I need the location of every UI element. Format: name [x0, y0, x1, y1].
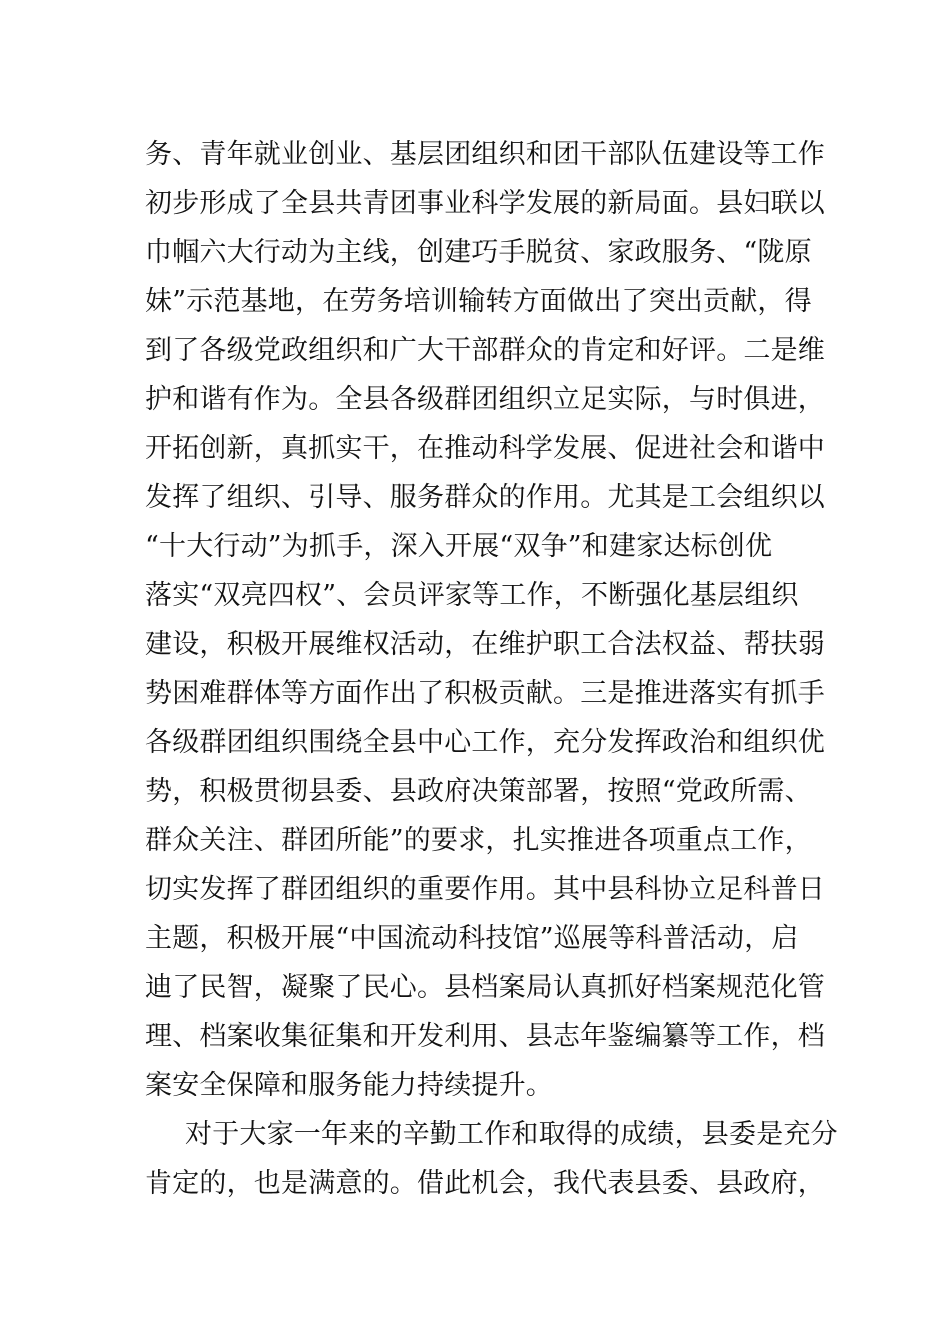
- text-line: 主题，积极开展“中国流动科技馆”巡展等科普活动，启: [145, 923, 799, 954]
- text-line: 建设，积极开展维权活动，在维护职工合法权益、帮扶弱: [145, 629, 825, 660]
- text-line: 到了各级党政组织和广大干部群众的肯定和好评。二是维: [145, 335, 825, 366]
- text-line: 肯定的，也是满意的。借此机会，我代表县委、县政府，: [145, 1168, 825, 1199]
- text-line: 理、档案收集征集和开发利用、县志年鉴编纂等工作，档: [145, 1021, 825, 1052]
- text-line: 护和谐有作为。全县各级群团组织立足实际，与时俱进，: [145, 384, 825, 415]
- text-line: 妹”示范基地，在劳务培训输转方面做出了突出贡献，得: [145, 286, 812, 317]
- text-line: 发挥了组织、引导、服务群众的作用。尤其是工会组织以: [145, 482, 825, 513]
- document-body: [145, 130, 838, 1208]
- text-line: 开拓创新，真抓实干，在推动科学发展、促进社会和谐中: [145, 433, 825, 464]
- text-line: 群众关注、群团所能”的要求，扎实推进各项重点工作，: [145, 825, 812, 856]
- paragraph-first-line: 对于大家一年来的辛勤工作和取得的成绩，县委是充分: [185, 1119, 838, 1150]
- text-line: 势，积极贯彻县委、县政府决策部署，按照“党政所需、: [145, 776, 812, 807]
- text-line: 巾帼六大行动为主线，创建巧手脱贫、家政服务、“陇原: [145, 237, 812, 268]
- text-line: 落实“双亮四权”、会员评家等工作，不断强化基层组织: [145, 580, 799, 611]
- text-line: 迪了民智，凝聚了民心。县档案局认真抓好档案规范化管: [145, 972, 825, 1003]
- text-line: “十大行动”为抓手，深入开展“双争”和建家达标创优: [145, 531, 773, 562]
- text-line: 切实发挥了群团组织的重要作用。其中县科协立足科普日: [145, 874, 825, 905]
- text-line: 务、青年就业创业、基层团组织和团干部队伍建设等工作: [145, 139, 825, 170]
- text-line: 势困难群体等方面作出了积极贡献。三是推进落实有抓手: [145, 678, 825, 709]
- text-line: 案安全保障和服务能力持续提升。: [145, 1070, 553, 1101]
- text-line: 各级群团组织围绕全县中心工作，充分发挥政治和组织优: [145, 727, 825, 758]
- text-line: 初步形成了全县共青团事业科学发展的新局面。县妇联以: [145, 188, 825, 219]
